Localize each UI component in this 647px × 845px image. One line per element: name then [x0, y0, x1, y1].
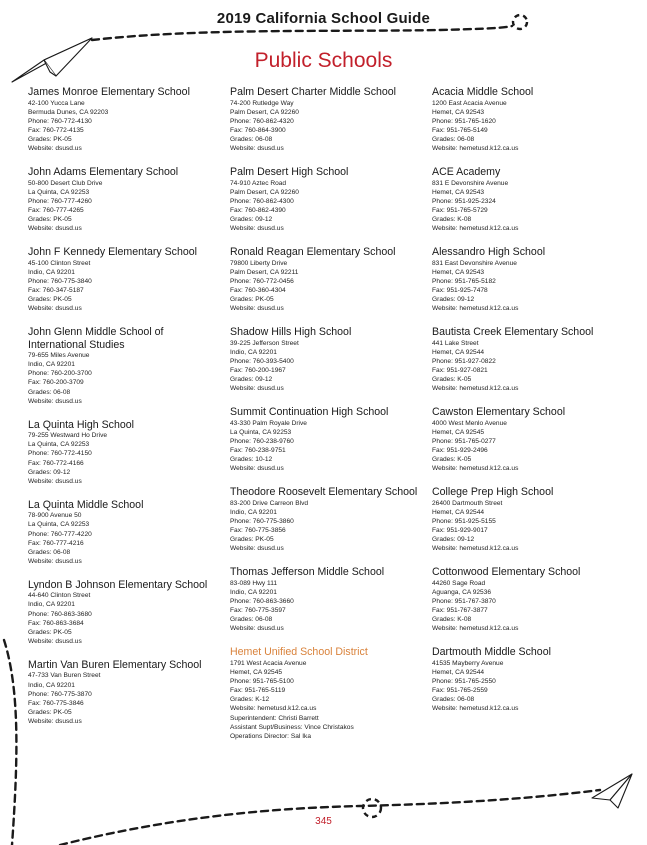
- entry-detail-line: Indio, CA 92201: [28, 681, 75, 689]
- entry-detail-line: Grades: 06-08: [28, 548, 71, 556]
- entry-detail-line: 44-640 Clinton Street: [28, 592, 91, 600]
- entry-detail-line: Phone: 760-777-4260: [28, 197, 92, 205]
- entry-detail-line: Website: dsusd.us: [28, 557, 82, 565]
- entry-detail-line: 78-900 Avenue 50: [28, 512, 82, 520]
- school-name: College Prep High School: [432, 486, 554, 499]
- entry-detail-line: Grades: 06-08: [230, 616, 273, 624]
- entry-detail-line: Phone: 951-765-1620: [432, 117, 496, 125]
- entry-detail-line: Bermuda Dunes, CA 92203: [28, 108, 109, 116]
- school-entry: [432, 566, 624, 633]
- entry-detail-line: Fax: 760-200-1967: [230, 366, 286, 374]
- entry-detail-line: Fax: 760-772-4166: [28, 459, 84, 467]
- entry-detail-line: Grades: 09-12: [230, 376, 273, 384]
- left-dashed-path: [4, 640, 16, 845]
- entry-detail-line: Operations Director: Sal Ika: [230, 732, 311, 740]
- column-2: [230, 86, 422, 754]
- entry-detail-line: Website: dsusd.us: [230, 305, 284, 313]
- entry-detail-line: Fax: 760-772-4135: [28, 126, 84, 134]
- entry-detail-line: Website: dsusd.us: [230, 144, 284, 152]
- entry-detail-line: Website: dsusd.us: [28, 397, 82, 405]
- entry-detail-line: Grades: K-08: [432, 215, 472, 223]
- entry-detail-line: La Quinta, CA 92253: [28, 521, 90, 529]
- entry-detail-line: Website: hemetusd.k12.ca.us: [432, 225, 519, 233]
- school-name: John Glenn Middle School of International Studies: [28, 326, 164, 351]
- entry-detail-line: Fax: 760-777-4216: [28, 539, 84, 547]
- entry-detail-line: Hemet, CA 92543: [432, 108, 485, 116]
- school-entry: [432, 86, 624, 153]
- school-name: Alessandro High School: [432, 246, 546, 259]
- entry-detail-line: Hemet, CA 92544: [432, 508, 485, 516]
- entry-detail-line: Fax: 951-765-5119: [230, 687, 286, 695]
- entry-detail-line: Website: hemetusd.k12.ca.us: [432, 545, 519, 553]
- school-entry: [28, 579, 220, 646]
- entry-detail-line: Fax: 760-862-4390: [230, 206, 286, 214]
- entry-detail-line: Grades: PK-05: [230, 536, 274, 544]
- entry-detail-line: Grades: 06-08: [28, 388, 71, 396]
- entry-detail-line: Phone: 760-772-4130: [28, 117, 92, 125]
- district-entry: [230, 646, 422, 740]
- school-name: Summit Continuation High School: [230, 406, 389, 419]
- entry-detail-line: 79-655 Miles Avenue: [28, 352, 90, 360]
- entry-detail-line: 47-733 Van Buren Street: [28, 672, 101, 680]
- entry-detail-line: Fax: 951-929-9017: [432, 527, 488, 535]
- entry-detail-line: Grades: PK-05: [28, 215, 72, 223]
- entry-detail-line: Grades: 06-08: [432, 696, 475, 704]
- entry-detail-line: Fax: 760-863-3684: [28, 619, 84, 627]
- entry-detail-line: 39-225 Jefferson Street: [230, 339, 299, 347]
- page-number: 345: [315, 816, 332, 827]
- entry-detail-line: La Quinta, CA 92253: [28, 441, 90, 449]
- school-name: Palm Desert Charter Middle School: [230, 86, 397, 98]
- school-entry: [230, 566, 422, 633]
- column-3: [432, 86, 624, 727]
- school-entry: [432, 166, 624, 233]
- entry-detail-line: Fax: 760-775-3856: [230, 527, 286, 535]
- entry-detail-line: Fax: 760-238-9751: [230, 447, 286, 455]
- entry-detail-line: Phone: 951-765-5182: [432, 277, 496, 285]
- entry-detail-line: Website: hemetusd.k12.ca.us: [432, 385, 519, 393]
- school-entry: [28, 499, 220, 566]
- school-name: Cottonwood Elementary School: [432, 566, 581, 579]
- entry-detail-line: Grades: 10-12: [230, 456, 273, 464]
- entry-detail-line: Website: hemetusd.k12.ca.us: [432, 144, 519, 152]
- entry-detail-line: Fax: 760-200-3709: [28, 379, 84, 387]
- bottom-loop-icon: [363, 799, 381, 817]
- entry-detail-line: Website: dsusd.us: [230, 545, 284, 553]
- entry-detail-line: 831 East Devonshire Avenue: [432, 259, 517, 267]
- school-name: Bautista Creek Elementary School: [432, 326, 594, 339]
- entry-detail-line: Phone: 760-775-3870: [28, 690, 92, 698]
- entry-detail-line: Website: dsusd.us: [28, 144, 82, 152]
- entry-detail-line: 26400 Dartmouth Street: [432, 499, 503, 507]
- entry-detail-line: Website: hemetusd.k12.ca.us: [432, 625, 519, 633]
- school-entry: [432, 326, 624, 393]
- entry-detail-line: Phone: 760-772-0456: [230, 277, 294, 285]
- entry-detail-line: 41535 Mayberry Avenue: [432, 659, 504, 667]
- entry-detail-line: Indio, CA 92201: [28, 268, 75, 276]
- school-entry: [230, 246, 422, 313]
- guide-title: 2019 California School Guide: [216, 10, 431, 27]
- entry-detail-line: Indio, CA 92201: [230, 588, 277, 596]
- entry-detail-line: Grades: K-08: [432, 616, 472, 624]
- school-entry: [28, 166, 220, 233]
- entry-detail-line: Grades: K-12: [230, 696, 270, 704]
- entry-detail-line: 45-100 Clinton Street: [28, 259, 91, 267]
- school-name: Thomas Jefferson Middle School: [230, 566, 385, 579]
- entry-detail-line: Website: dsusd.us: [230, 385, 284, 393]
- entry-detail-line: 1791 West Acacia Avenue: [230, 659, 307, 667]
- entry-detail-line: Hemet, CA 92544: [432, 348, 485, 356]
- entry-detail-line: Grades: 09-12: [28, 468, 71, 476]
- entry-detail-line: Phone: 760-775-3860: [230, 518, 294, 525]
- entry-detail-line: Hemet, CA 92544: [432, 669, 485, 677]
- entry-detail-line: Superintendent: Christi Barrett: [230, 714, 319, 722]
- entry-detail-line: Hemet, CA 92545: [230, 669, 283, 677]
- entry-detail-line: Website: hemetusd.k12.ca.us: [432, 465, 519, 473]
- entry-detail-line: Grades: PK-05: [230, 296, 274, 303]
- school-name: ACE Academy: [432, 166, 501, 179]
- school-entry: [230, 486, 422, 553]
- entry-detail-line: Fax: 951-765-2559: [432, 687, 488, 695]
- entry-detail-line: Indio, CA 92201: [28, 361, 75, 369]
- entry-detail-line: Phone: 951-767-3870: [432, 598, 496, 606]
- entry-detail-line: Phone: 951-925-2324: [432, 197, 496, 205]
- entry-detail-line: 441 Lake Street: [432, 339, 479, 347]
- entry-detail-line: Grades: 09-12: [230, 215, 273, 223]
- school-entry: [432, 406, 624, 473]
- entry-detail-line: 43-330 Palm Royale Drive: [230, 419, 307, 427]
- entry-detail-line: Website: dsusd.us: [28, 477, 82, 485]
- school-name: James Monroe Elementary School: [28, 86, 190, 98]
- entry-detail-line: Grades: K-05: [432, 456, 472, 464]
- entry-detail-line: Fax: 951-765-5149: [432, 126, 488, 134]
- entry-detail-line: 50-800 Desert Club Drive: [28, 179, 103, 187]
- school-name: Palm Desert High School: [230, 166, 349, 179]
- entry-detail-line: Fax: 760-864-3900: [230, 126, 286, 134]
- entry-detail-line: Grades: PK-05: [28, 708, 72, 716]
- entry-detail-line: 44260 Sage Road: [432, 579, 486, 587]
- entry-detail-line: Palm Desert, CA 92260: [230, 188, 299, 196]
- entry-detail-line: Phone: 760-862-4320: [230, 117, 294, 125]
- entry-detail-line: Grades: 09-12: [432, 296, 475, 303]
- school-entry: [28, 246, 220, 313]
- entry-detail-line: La Quinta, CA 92253: [28, 188, 90, 196]
- entry-detail-line: Fax: 760-347-5187: [28, 286, 84, 294]
- school-name: Martin Van Buren Elementary School: [28, 658, 202, 671]
- entry-detail-line: Fax: 760-360-4304: [230, 286, 286, 294]
- entry-detail-line: Phone: 760-772-4150: [28, 450, 92, 458]
- entry-detail-line: Website: hemetusd.k12.ca.us: [230, 705, 317, 713]
- school-entry: [432, 646, 624, 713]
- entry-detail-line: 1200 East Acacia Avenue: [432, 99, 507, 107]
- entry-detail-line: Phone: 951-927-0822: [432, 357, 496, 365]
- school-name: Cawston Elementary School: [432, 406, 566, 419]
- entry-detail-line: Phone: 951-765-0277: [432, 437, 496, 445]
- school-entry: [28, 659, 220, 726]
- entry-detail-line: Phone: 760-238-9760: [230, 437, 294, 445]
- entry-detail-line: Phone: 760-862-4300: [230, 197, 294, 205]
- school-entry: [230, 406, 422, 473]
- school-entry: [230, 166, 422, 233]
- entry-detail-line: La Quinta, CA 92253: [230, 428, 292, 436]
- entry-detail-line: Website: dsusd.us: [28, 225, 82, 233]
- entry-detail-line: Assistant Supt/Business: Vince Christakos: [230, 723, 354, 731]
- entry-detail-line: Website: hemetusd.k12.ca.us: [432, 305, 519, 313]
- school-entry: [432, 486, 624, 553]
- column-1: [28, 86, 220, 739]
- entry-detail-line: Website: dsusd.us: [28, 305, 82, 313]
- entry-detail-line: Phone: 760-777-4220: [28, 530, 92, 538]
- entry-detail-line: Fax: 951-927-0821: [432, 366, 488, 374]
- entry-detail-line: Website: hemetusd.k12.ca.us: [432, 705, 519, 713]
- entry-detail-line: Grades: 09-12: [432, 536, 475, 544]
- school-name: Ronald Reagan Elementary School: [230, 246, 396, 259]
- entry-detail-line: Indio, CA 92201: [230, 348, 277, 356]
- entry-detail-line: Palm Desert, CA 92211: [230, 268, 299, 276]
- school-name: John F Kennedy Elementary School: [28, 246, 198, 259]
- entry-detail-line: Phone: 760-863-3660: [230, 598, 294, 606]
- school-name: Shadow Hills High School: [230, 326, 352, 339]
- entry-detail-line: Phone: 951-765-2550: [432, 678, 496, 686]
- entry-detail-line: Fax: 951-929-2496: [432, 447, 488, 455]
- entry-detail-line: 83-200 Drive Carreon Blvd: [230, 499, 309, 507]
- entry-detail-line: Fax: 951-765-5729: [432, 206, 488, 214]
- entry-detail-line: Fax: 760-775-3846: [28, 699, 84, 707]
- school-entry: [28, 86, 220, 153]
- school-name: La Quinta Middle School: [28, 498, 144, 511]
- entry-detail-line: Website: dsusd.us: [28, 717, 82, 725]
- entry-detail-line: Phone: 951-765-5100: [230, 678, 294, 686]
- section-title: Public Schools: [254, 49, 393, 72]
- entry-detail-line: Grades: PK-05: [28, 628, 72, 636]
- school-entry: [28, 419, 220, 486]
- school-entry: [230, 86, 422, 153]
- entry-detail-line: Indio, CA 92201: [28, 601, 75, 609]
- entry-detail-line: Website: dsusd.us: [230, 225, 284, 233]
- entry-detail-line: Fax: 760-777-4265: [28, 206, 84, 214]
- school-name: Lyndon B Johnson Elementary School: [28, 578, 208, 591]
- entry-detail-line: 4000 West Menlo Avenue: [432, 419, 507, 427]
- entry-detail-line: Fax: 760-775-3597: [230, 607, 286, 615]
- entry-detail-line: Website: dsusd.us: [230, 625, 284, 633]
- top-dashed-path: [92, 26, 512, 40]
- entry-detail-line: Indio, CA 92201: [230, 508, 277, 516]
- entry-detail-line: 74-200 Rutledge Way: [230, 99, 294, 107]
- entry-detail-line: Phone: 760-863-3680: [28, 610, 92, 618]
- entry-detail-line: Fax: 951-925-7478: [432, 286, 488, 294]
- school-entry: [230, 326, 422, 393]
- school-name: John Adams Elementary School: [28, 166, 179, 179]
- school-name: Theodore Roosevelt Elementary School: [230, 486, 418, 499]
- school-name: Acacia Middle School: [432, 86, 534, 98]
- school-name: La Quinta High School: [28, 418, 135, 431]
- entry-detail-line: 42-100 Yucca Lane: [28, 99, 85, 107]
- entry-detail-line: Hemet, CA 92543: [432, 188, 485, 196]
- entry-detail-line: 83-089 Hwy 111: [230, 579, 278, 587]
- entry-detail-line: Phone: 760-200-3700: [28, 370, 92, 378]
- entry-detail-line: Grades: K-05: [432, 376, 472, 384]
- entry-detail-line: 79800 Liberty Drive: [230, 259, 288, 267]
- entry-detail-line: 831 E Devonshire Avenue: [432, 179, 509, 187]
- school-entry: [432, 246, 624, 313]
- entry-detail-line: Hemet, CA 92543: [432, 268, 485, 276]
- school-name: Dartmouth Middle School: [432, 646, 551, 659]
- entry-detail-line: 74-910 Aztec Road: [230, 179, 287, 187]
- entry-detail-line: 79-255 Westward Ho Drive: [28, 432, 108, 440]
- entry-detail-line: Grades: PK-05: [28, 296, 72, 303]
- district-name: Hemet Unified School District: [230, 646, 368, 659]
- entry-detail-line: Fax: 951-767-3877: [432, 607, 488, 615]
- entry-detail-line: Grades: 06-08: [230, 135, 273, 143]
- entry-detail-line: Website: dsusd.us: [28, 637, 82, 645]
- entry-detail-line: Phone: 951-925-5155: [432, 518, 496, 525]
- entry-detail-line: Phone: 760-393-5400: [230, 357, 294, 365]
- school-entry: [28, 326, 220, 406]
- entry-detail-line: Grades: 06-08: [432, 135, 475, 143]
- entry-detail-line: Aguanga, CA 92536: [432, 588, 492, 596]
- entry-detail-line: Hemet, CA 92545: [432, 428, 485, 436]
- entry-detail-line: Grades: PK-05: [28, 135, 72, 143]
- entry-detail-line: Phone: 760-775-3840: [28, 277, 92, 285]
- entry-detail-line: Palm Desert, CA 92260: [230, 108, 299, 116]
- entry-detail-line: Website: dsusd.us: [230, 465, 284, 473]
